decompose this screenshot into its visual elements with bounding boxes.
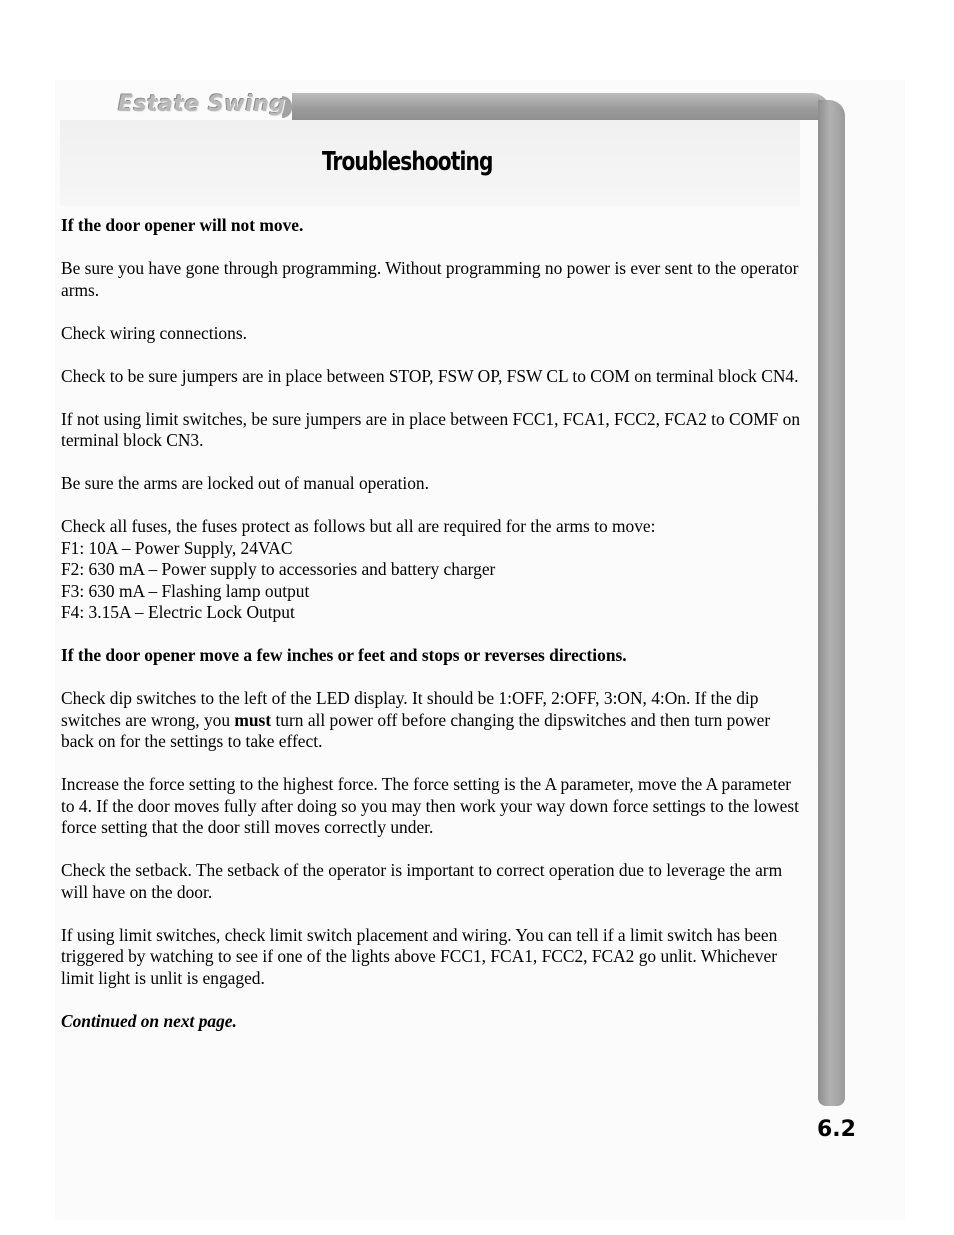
paragraph: Be sure the arms are locked out of manual operation.	[61, 473, 429, 493]
fuse-item: F3: 630 mA – Flashing lamp output	[61, 580, 310, 601]
paragraph: Check the setback. The setback of the operator is important to correct operation due to leverage the arm will have on the door.	[61, 860, 783, 902]
paragraph: Check to be sure jumpers are in place between STOP, FSW OP, FSW CL to COM on terminal block CN4.	[61, 365, 799, 386]
section-heading: If the door opener move a few inches or feet and stops or reverses directions.	[61, 645, 627, 665]
continued-note: Continued on next page.	[61, 1010, 237, 1031]
fuse-item: F2: 630 mA – Power supply to accessories and battery charger	[61, 559, 496, 579]
paragraph: If using limit switches, check limit switch placement and wiring. You can tell if a limit switch has been triggered by watching to see if one of the lights above FCC1, FCA1, FCC2, FCA2 go unlit. Whichever limit light is unlit is engaged.	[61, 924, 778, 988]
fuse-intro: Check all fuses, the fuses protect as follows but all are required for the arms to move:	[61, 516, 656, 536]
paragraph-text: turn all power off before changing the dipswitches and then turn power back on for the settings to take effect.	[61, 709, 771, 751]
page-number: 6.2	[817, 1117, 856, 1142]
section-heading: If the door opener will not move.	[61, 215, 304, 235]
header-bar	[292, 93, 830, 120]
brand-logo: Estate Swing	[118, 92, 286, 117]
paragraph: Increase the force setting to the highest force. The force setting is the A parameter, move the A parameter to 4. If the door moves fully after doing so you may then work your way down force settings to the lowest force setting that the door still moves correctly under.	[61, 774, 799, 837]
paragraph: If not using limit switches, be sure jumpers are in place between FCC1, FCA1, FCC2, FCA2 to COMF on terminal block CN3.	[61, 408, 801, 450]
fuse-item: F1: 10A – Power Supply, 24VAC	[61, 537, 293, 558]
paragraph-text: Check dip switches to the left of the LED display. It should be 1:OFF, 2:OFF, 3:ON, 4:On. If the dip switches are wrong, you	[61, 688, 759, 730]
page-title: Troubleshooting	[322, 147, 493, 177]
document-body	[61, 215, 801, 1054]
paragraph: Check wiring connections.	[61, 322, 247, 343]
fuse-list	[61, 516, 801, 624]
fuse-item: F4: 3.15A – Electric Lock Output	[61, 602, 295, 622]
paragraph	[61, 688, 801, 753]
side-bar	[818, 100, 845, 1106]
paragraph: Be sure you have gone through programming. Without programming no power is ever sent to the operator arms.	[61, 258, 799, 300]
emphasis-text: must	[234, 709, 272, 730]
